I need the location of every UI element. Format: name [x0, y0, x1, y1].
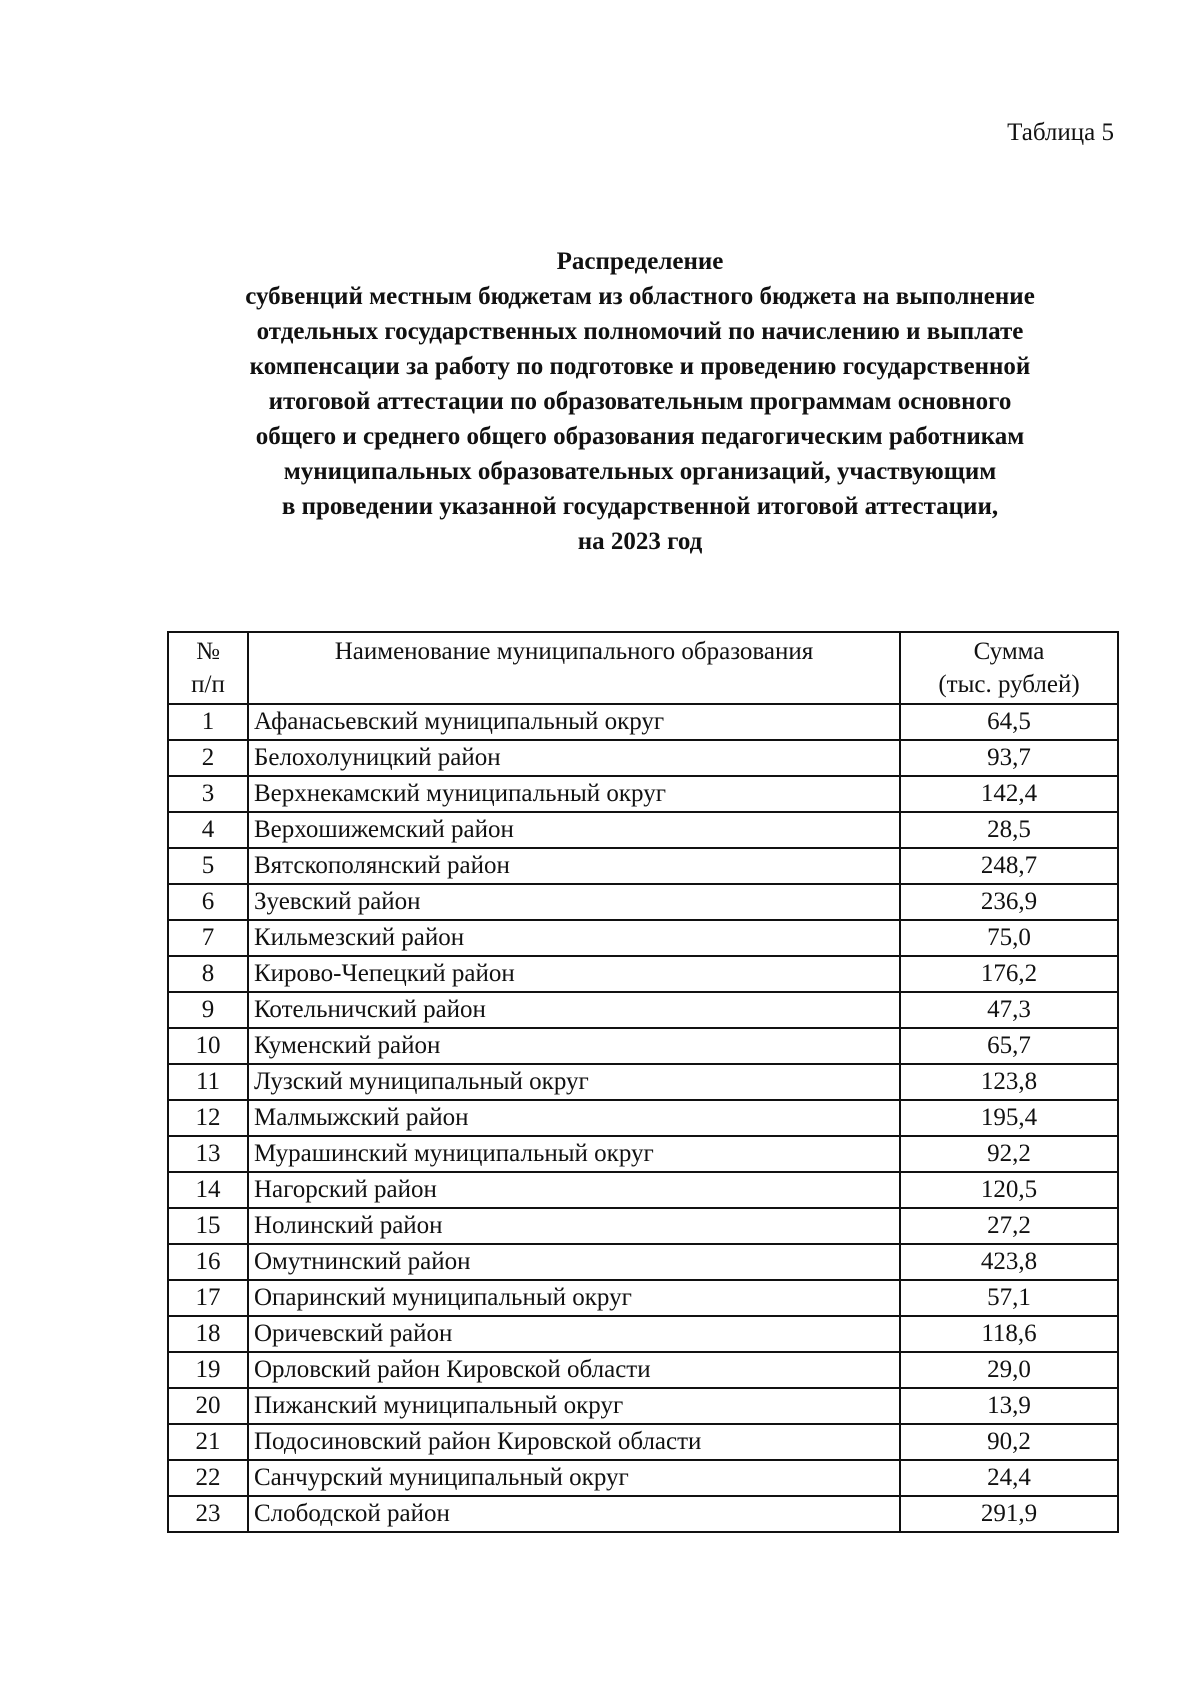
table-row: [168, 1028, 1118, 1064]
row-sum-cell: 123,8: [900, 1064, 1118, 1100]
row-number-cell: 23: [168, 1496, 248, 1532]
table-body: [168, 704, 1118, 1532]
table-row: [168, 920, 1118, 956]
title-line: муниципальных образовательных организаций, участвующим: [283, 458, 997, 485]
row-number-cell: 14: [168, 1172, 248, 1208]
header-number-line2: п/п: [191, 671, 225, 698]
row-number-cell: 5: [168, 848, 248, 884]
document-title: [180, 244, 1100, 559]
row-sum-cell: 90,2: [900, 1424, 1118, 1460]
row-number-cell: 2: [168, 740, 248, 776]
header-name: [248, 632, 900, 704]
row-number-cell: 10: [168, 1028, 248, 1064]
table-row: [168, 1064, 1118, 1100]
row-number-cell: 20: [168, 1388, 248, 1424]
table-row: [168, 1280, 1118, 1316]
row-sum-cell: 142,4: [900, 776, 1118, 812]
row-number-cell: 6: [168, 884, 248, 920]
row-name-cell: Котельничский район: [248, 992, 900, 1028]
row-name-cell: Малмыжский район: [248, 1100, 900, 1136]
table-row: [168, 1388, 1118, 1424]
row-number-cell: 16: [168, 1244, 248, 1280]
row-number-cell: 7: [168, 920, 248, 956]
row-name-cell: Кирово-Чепецкий район: [248, 956, 900, 992]
table-row: [168, 776, 1118, 812]
row-sum-cell: 92,2: [900, 1136, 1118, 1172]
row-sum-cell: 65,7: [900, 1028, 1118, 1064]
row-name-cell: Опаринский муниципальный округ: [248, 1280, 900, 1316]
row-number-cell: 15: [168, 1208, 248, 1244]
row-name-cell: Орловский район Кировской области: [248, 1352, 900, 1388]
row-number-cell: 17: [168, 1280, 248, 1316]
table-row: [168, 1100, 1118, 1136]
row-sum-cell: 176,2: [900, 956, 1118, 992]
title-line: компенсации за работу по подготовке и проведению государственной: [249, 353, 1031, 380]
row-name-cell: Куменский район: [248, 1028, 900, 1064]
table-row: [168, 1244, 1118, 1280]
table-row: [168, 1424, 1118, 1460]
row-name-cell: Подосиновский район Кировской области: [248, 1424, 900, 1460]
row-sum-cell: 291,9: [900, 1496, 1118, 1532]
table-row: [168, 884, 1118, 920]
row-name-cell: Вятскополянский район: [248, 848, 900, 884]
header-number-line1: №: [196, 638, 220, 665]
row-number-cell: 21: [168, 1424, 248, 1460]
row-name-cell: Оричевский район: [248, 1316, 900, 1352]
row-name-cell: Нолинский район: [248, 1208, 900, 1244]
row-sum-cell: 93,7: [900, 740, 1118, 776]
title-line: в проведении указанной государственной итоговой аттестации,: [281, 493, 999, 520]
row-number-cell: 13: [168, 1136, 248, 1172]
row-number-cell: 11: [168, 1064, 248, 1100]
title-line: общего и среднего общего образования педагогическим работникам: [255, 423, 1025, 450]
row-number-cell: 12: [168, 1100, 248, 1136]
row-number-cell: 1: [168, 704, 248, 740]
header-number: [168, 632, 248, 704]
row-name-cell: Слободской район: [248, 1496, 900, 1532]
table-row: [168, 1316, 1118, 1352]
title-line: на 2023 год: [577, 528, 703, 555]
row-number-cell: 9: [168, 992, 248, 1028]
row-sum-cell: 248,7: [900, 848, 1118, 884]
row-number-cell: 22: [168, 1460, 248, 1496]
table-row: [168, 1496, 1118, 1532]
table-row: [168, 740, 1118, 776]
row-name-cell: Афанасьевский муниципальный округ: [248, 704, 900, 740]
distribution-table: [167, 631, 1119, 1533]
row-name-cell: Лузский муниципальный округ: [248, 1064, 900, 1100]
row-name-cell: Мурашинский муниципальный округ: [248, 1136, 900, 1172]
row-name-cell: Пижанский муниципальный округ: [248, 1388, 900, 1424]
row-name-cell: Верхошижемский район: [248, 812, 900, 848]
row-sum-cell: 57,1: [900, 1280, 1118, 1316]
title-line: отдельных государственных полномочий по начислению и выплате: [256, 318, 1024, 345]
table-row: [168, 1136, 1118, 1172]
header-sum: [900, 632, 1118, 704]
header-name-text: Наименование муниципального образования: [334, 638, 814, 665]
row-sum-cell: 423,8: [900, 1244, 1118, 1280]
row-sum-cell: 24,4: [900, 1460, 1118, 1496]
row-sum-cell: 195,4: [900, 1100, 1118, 1136]
row-number-cell: 18: [168, 1316, 248, 1352]
row-sum-cell: 29,0: [900, 1352, 1118, 1388]
table-row: [168, 1208, 1118, 1244]
row-number-cell: 8: [168, 956, 248, 992]
row-name-cell: Нагорский район: [248, 1172, 900, 1208]
distribution-table-container: [167, 631, 1117, 1533]
row-sum-cell: 75,0: [900, 920, 1118, 956]
row-number-cell: 3: [168, 776, 248, 812]
table-row: [168, 1172, 1118, 1208]
table-row: [168, 1460, 1118, 1496]
title-line: итоговой аттестации по образовательным программам основного: [268, 388, 1012, 415]
table-header-row: [168, 632, 1118, 704]
row-sum-cell: 47,3: [900, 992, 1118, 1028]
table-row: [168, 848, 1118, 884]
table-row: [168, 704, 1118, 740]
row-sum-cell: 28,5: [900, 812, 1118, 848]
title-line: Распределение: [556, 248, 724, 275]
header-sum-line2: (тыс. рублей): [938, 671, 1080, 698]
table-row: [168, 956, 1118, 992]
table-row: [168, 812, 1118, 848]
row-name-cell: Белохолуницкий район: [248, 740, 900, 776]
row-sum-cell: 118,6: [900, 1316, 1118, 1352]
table-number-label: Таблица 5: [1007, 119, 1114, 146]
row-name-cell: Верхнекамский муниципальный округ: [248, 776, 900, 812]
row-name-cell: Кильмезский район: [248, 920, 900, 956]
row-sum-cell: 64,5: [900, 704, 1118, 740]
table-row: [168, 992, 1118, 1028]
row-name-cell: Санчурский муниципальный округ: [248, 1460, 900, 1496]
row-sum-cell: 120,5: [900, 1172, 1118, 1208]
row-name-cell: Зуевский район: [248, 884, 900, 920]
row-sum-cell: 13,9: [900, 1388, 1118, 1424]
table-row: [168, 1352, 1118, 1388]
row-number-cell: 4: [168, 812, 248, 848]
row-name-cell: Омутнинский район: [248, 1244, 900, 1280]
title-line: субвенций местным бюджетам из областного бюджета на выполнение: [245, 283, 1035, 310]
header-sum-line1: Сумма: [973, 638, 1045, 665]
row-sum-cell: 236,9: [900, 884, 1118, 920]
row-sum-cell: 27,2: [900, 1208, 1118, 1244]
row-number-cell: 19: [168, 1352, 248, 1388]
